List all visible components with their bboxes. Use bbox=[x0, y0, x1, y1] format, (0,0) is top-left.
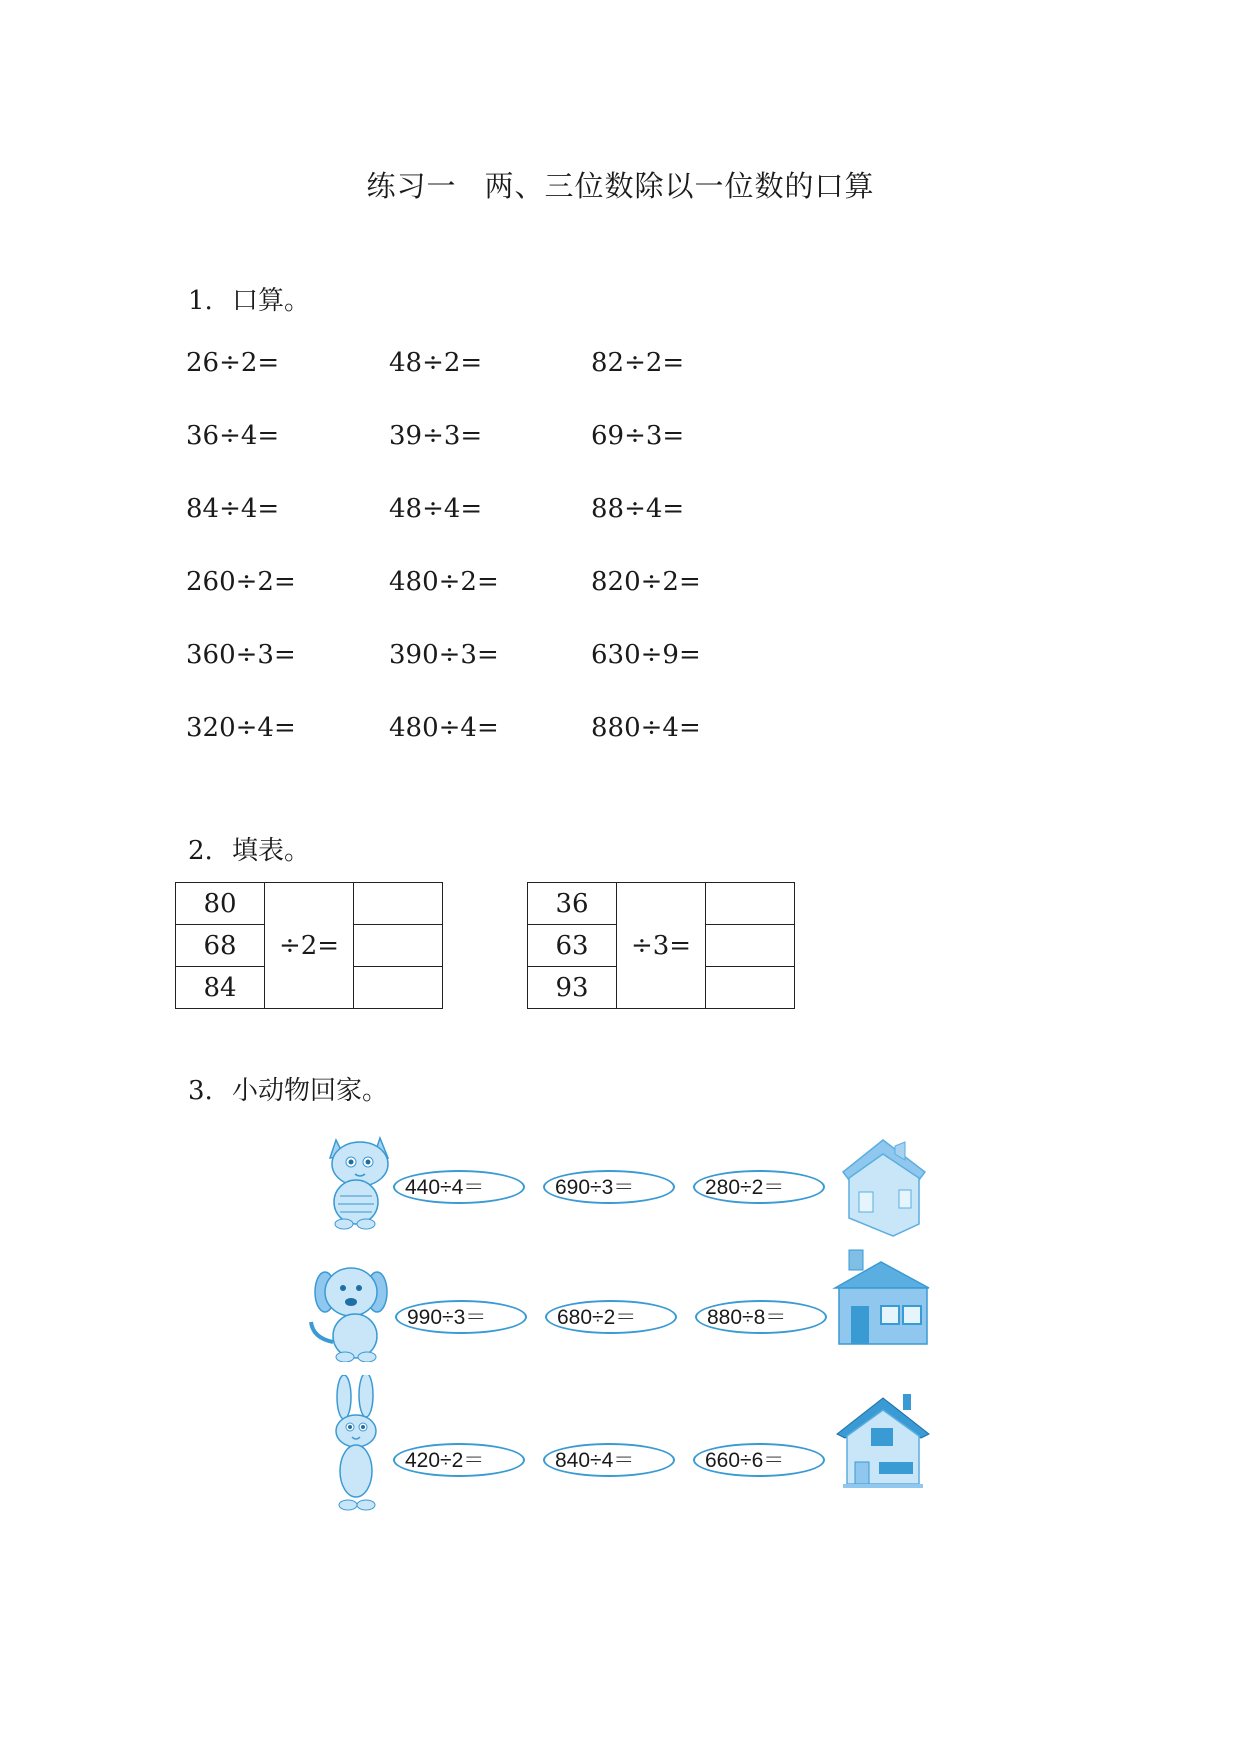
equation-text: 990÷3＝ bbox=[407, 1306, 487, 1329]
question-1-number: 1. bbox=[188, 286, 213, 316]
title-exercise: 练习一 bbox=[366, 169, 457, 203]
equation-oval bbox=[393, 1170, 525, 1204]
question-2-label: 填表。 bbox=[232, 836, 311, 866]
equation-oval bbox=[695, 1300, 827, 1334]
mental-math-item: 260÷2= bbox=[186, 567, 296, 597]
table-2-answer-2[interactable] bbox=[706, 925, 795, 967]
equation-oval bbox=[693, 1170, 825, 1204]
equation-text: 440÷4＝ bbox=[405, 1176, 485, 1199]
mental-math-item: 630÷9= bbox=[591, 640, 701, 670]
table-1-operator: ÷2= bbox=[265, 883, 354, 1009]
table-1-input-1: 80 bbox=[176, 883, 265, 925]
house-3-icon bbox=[833, 1392, 933, 1492]
question-3-number: 3. bbox=[188, 1076, 213, 1106]
equation-text: 690÷3＝ bbox=[555, 1176, 635, 1199]
equation-oval bbox=[545, 1300, 677, 1334]
question-3-label: 小动物回家。 bbox=[232, 1076, 389, 1106]
cat-icon bbox=[318, 1130, 398, 1230]
rabbit-icon bbox=[320, 1375, 395, 1515]
table-2-operator: ÷3= bbox=[617, 883, 706, 1009]
equation-oval bbox=[543, 1170, 675, 1204]
house-2-icon bbox=[831, 1248, 933, 1348]
equation-text: 680÷2＝ bbox=[557, 1306, 637, 1329]
mental-math-item: 390÷3= bbox=[389, 640, 499, 670]
mental-math-item: 48÷4= bbox=[389, 494, 483, 524]
page-title bbox=[0, 164, 1241, 205]
question-3-heading bbox=[188, 1070, 388, 1107]
equation-text: 280÷2＝ bbox=[705, 1176, 785, 1199]
equation-oval bbox=[395, 1300, 527, 1334]
question-2-heading bbox=[188, 830, 310, 867]
mental-math-item: 360÷3= bbox=[186, 640, 296, 670]
question-2-number: 2. bbox=[188, 836, 213, 866]
table-2-answer-1[interactable] bbox=[706, 883, 795, 925]
question-1-heading bbox=[188, 280, 310, 317]
mental-math-item: 36÷4= bbox=[186, 421, 280, 451]
mental-math-item: 880÷4= bbox=[591, 713, 701, 743]
table-2-input-1: 36 bbox=[528, 883, 617, 925]
table-1-answer-2[interactable] bbox=[354, 925, 443, 967]
mental-math-item: 320÷4= bbox=[186, 713, 296, 743]
table-2-input-2: 63 bbox=[528, 925, 617, 967]
mental-math-item: 26÷2= bbox=[186, 348, 280, 378]
table-2-input-3: 93 bbox=[528, 967, 617, 1009]
equation-oval bbox=[693, 1443, 825, 1477]
equation-text: 840÷4＝ bbox=[555, 1449, 635, 1472]
equation-text: 420÷2＝ bbox=[405, 1449, 485, 1472]
table-1-input-3: 84 bbox=[176, 967, 265, 1009]
mental-math-item: 480÷2= bbox=[389, 567, 499, 597]
mental-math-item: 39÷3= bbox=[389, 421, 483, 451]
title-topic: 两、三位数除以一位数的口算 bbox=[484, 169, 875, 203]
table-2-answer-3[interactable] bbox=[706, 967, 795, 1009]
equation-oval bbox=[543, 1443, 675, 1477]
fill-table-2 bbox=[527, 882, 795, 1009]
mental-math-item: 82÷2= bbox=[591, 348, 685, 378]
table-1-answer-1[interactable] bbox=[354, 883, 443, 925]
mental-math-item: 48÷2= bbox=[389, 348, 483, 378]
mental-math-item: 820÷2= bbox=[591, 567, 701, 597]
fill-table-1 bbox=[175, 882, 443, 1009]
equation-text: 880÷8＝ bbox=[707, 1306, 787, 1329]
question-1-label: 口算。 bbox=[232, 286, 311, 316]
table-1-input-2: 68 bbox=[176, 925, 265, 967]
mental-math-item: 69÷3= bbox=[591, 421, 685, 451]
equation-oval bbox=[393, 1443, 525, 1477]
equation-text: 660÷6＝ bbox=[705, 1449, 785, 1472]
mental-math-item: 84÷4= bbox=[186, 494, 280, 524]
mental-math-item: 88÷4= bbox=[591, 494, 685, 524]
mental-math-item: 480÷4= bbox=[389, 713, 499, 743]
table-1-answer-3[interactable] bbox=[354, 967, 443, 1009]
dog-icon bbox=[305, 1262, 395, 1362]
house-1-icon bbox=[833, 1132, 933, 1237]
